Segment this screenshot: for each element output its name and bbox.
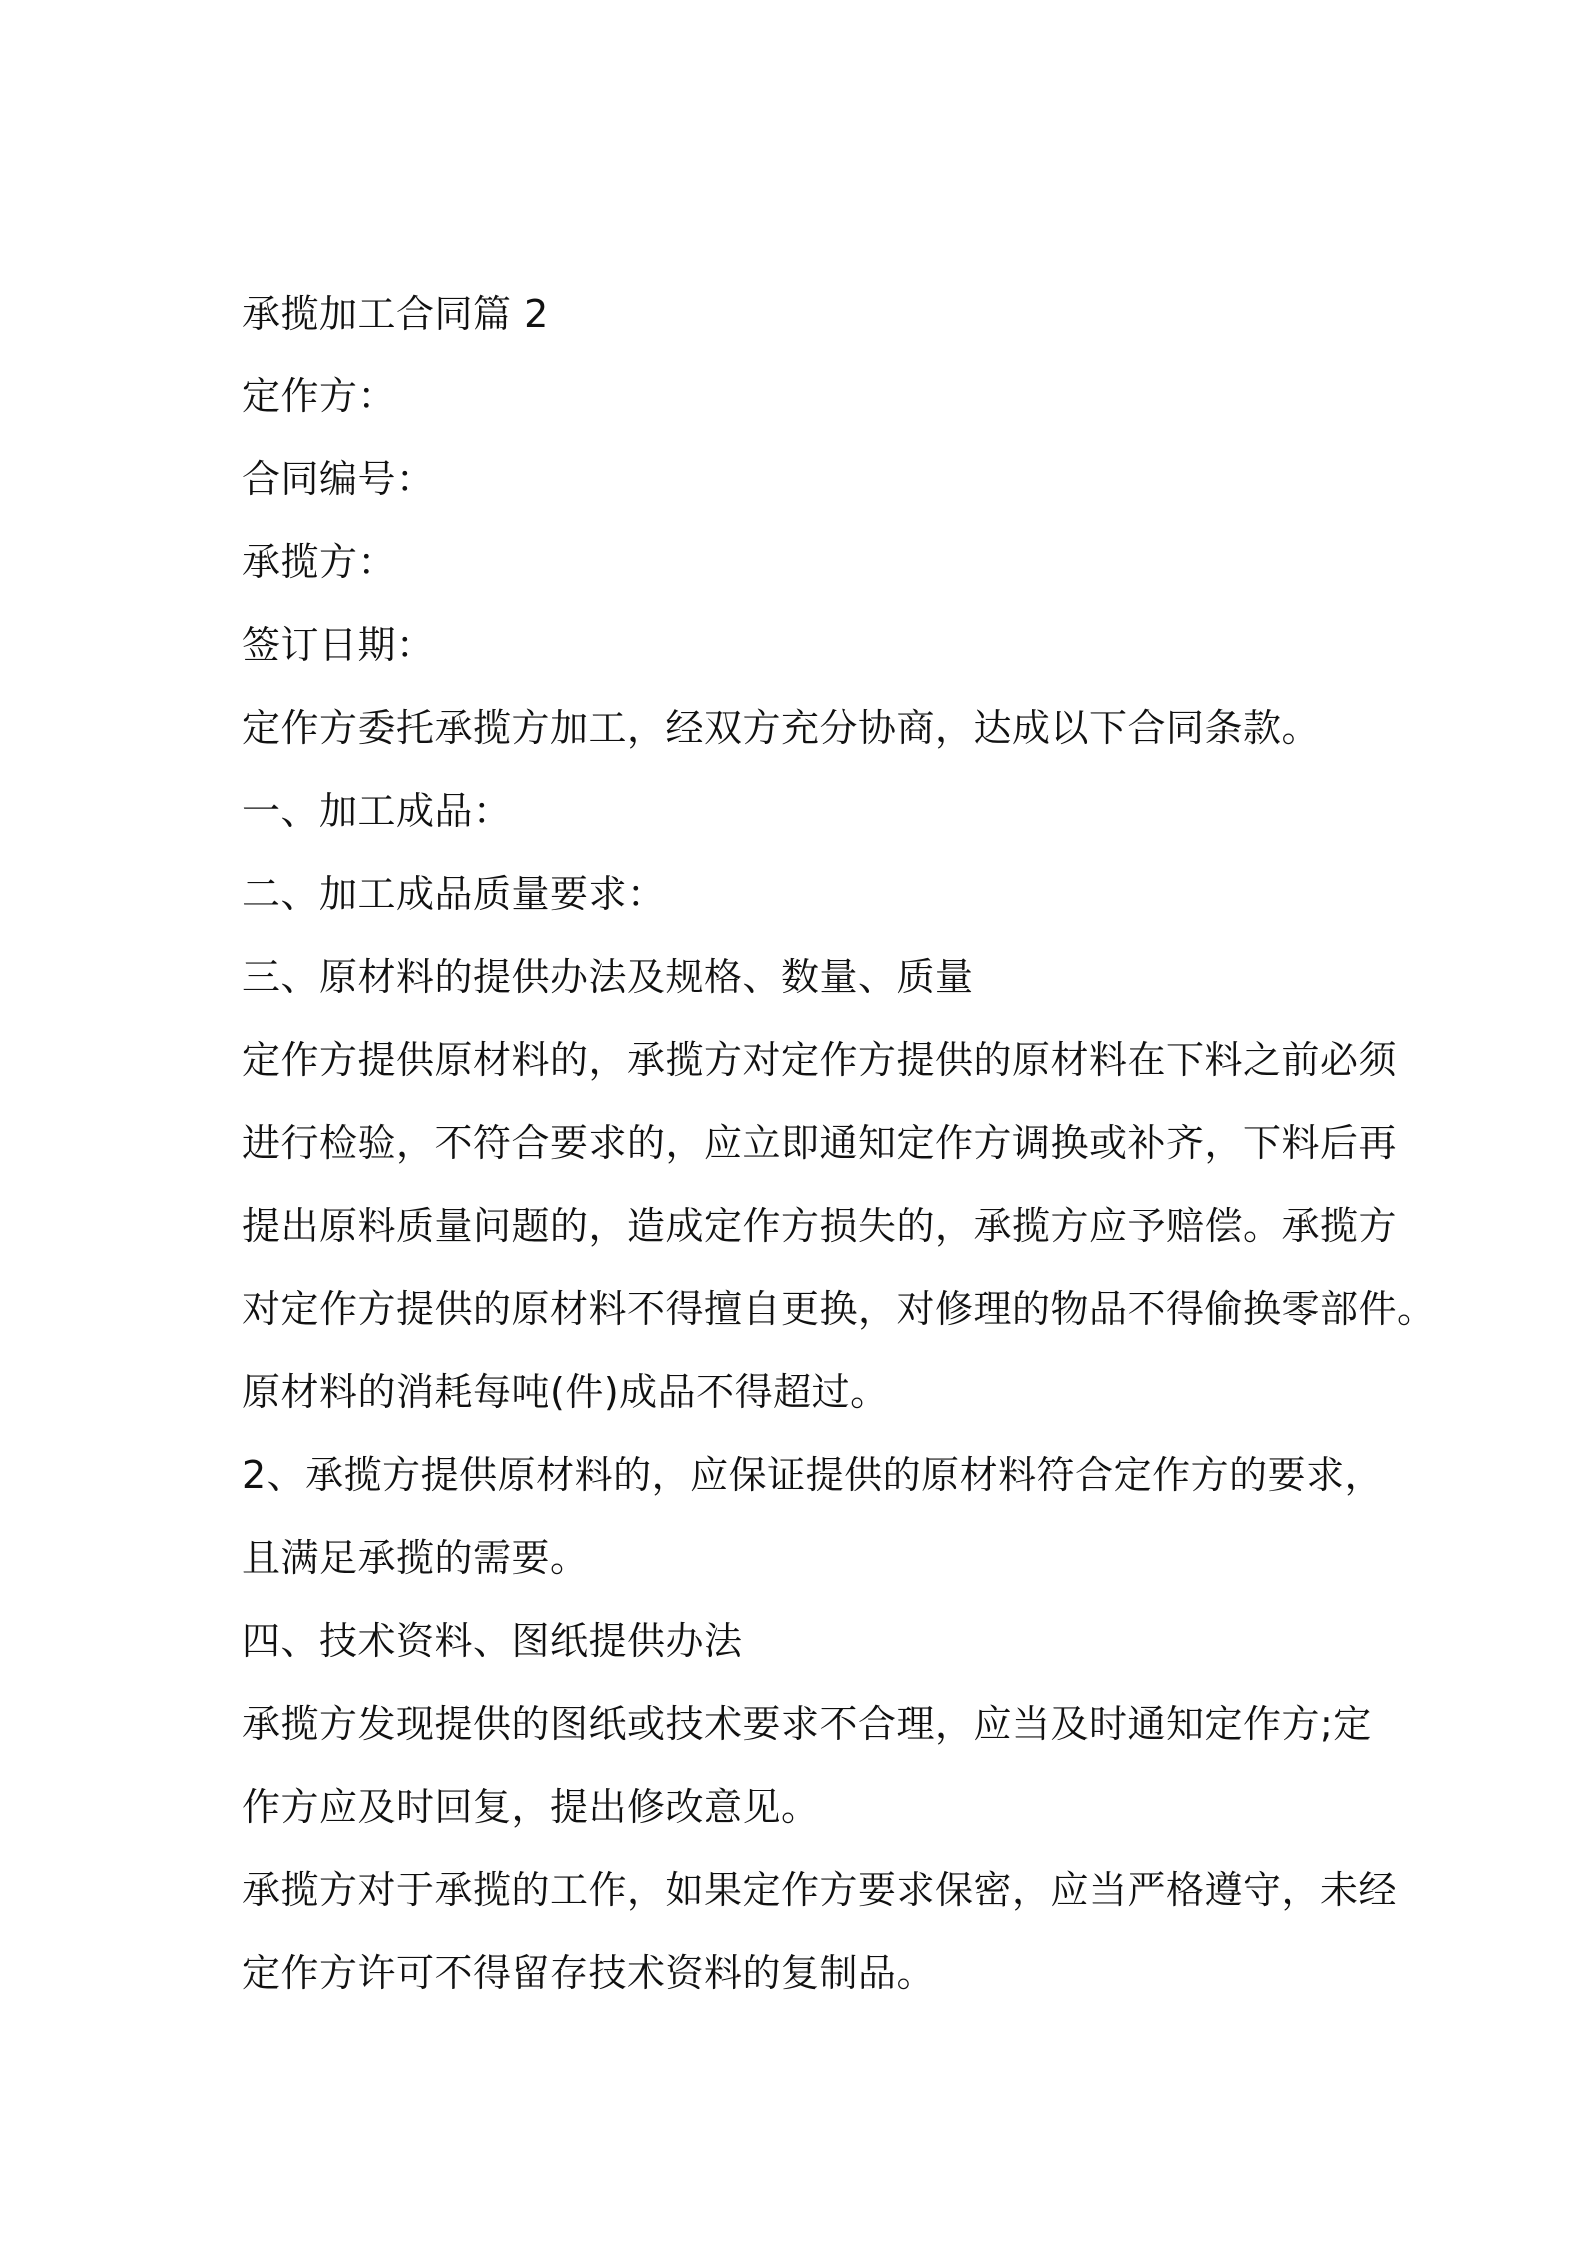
paragraph-line: 对定作方提供的原材料不得擅自更换，对修理的物品不得偷换零部件。: [242, 1287, 1436, 1331]
section-heading: 一、加工成品：: [242, 789, 512, 833]
section-heading: 二、加工成品质量要求：: [242, 872, 666, 916]
section-heading: 四、技术资料、图纸提供办法: [242, 1619, 743, 1663]
paragraph-line: 定作方提供原材料的，承揽方对定作方提供的原材料在下料之前必须: [242, 1038, 1398, 1082]
field-commissioning-party: 定作方：: [242, 374, 397, 418]
paragraph-line: 作方应及时回复，提出修改意见。: [242, 1785, 820, 1829]
paragraph-line: 定作方许可不得留存技术资料的复制品。: [242, 1951, 936, 1995]
field-signing-date: 签订日期：: [242, 623, 435, 667]
paragraph-line: 承揽方发现提供的图纸或技术要求不合理，应当及时通知定作方;定: [242, 1702, 1372, 1746]
paragraph-line: 定作方委托承揽方加工，经双方充分协商，达成以下合同条款。: [242, 706, 1321, 750]
document-title: 承揽加工合同篇 2: [242, 292, 549, 336]
section-heading: 三、原材料的提供办法及规格、数量、质量: [242, 955, 974, 999]
paragraph-line: 承揽方对于承揽的工作，如果定作方要求保密，应当严格遵守，未经: [242, 1868, 1398, 1912]
paragraph-line: 2、承揽方提供原材料的，应保证提供的原材料符合定作方的要求，: [242, 1453, 1384, 1497]
field-contract-number: 合同编号：: [242, 457, 435, 501]
paragraph-line: 且满足承揽的需要。: [242, 1536, 589, 1580]
paragraph-line: 进行检验，不符合要求的，应立即通知定作方调换或补齐，下料后再: [242, 1121, 1398, 1165]
paragraph-line: 提出原料质量问题的，造成定作方损失的，承揽方应予赔偿。承揽方: [242, 1204, 1398, 1248]
field-contractor: 承揽方：: [242, 540, 397, 584]
paragraph-line: 原材料的消耗每吨(件)成品不得超过。: [242, 1370, 889, 1414]
